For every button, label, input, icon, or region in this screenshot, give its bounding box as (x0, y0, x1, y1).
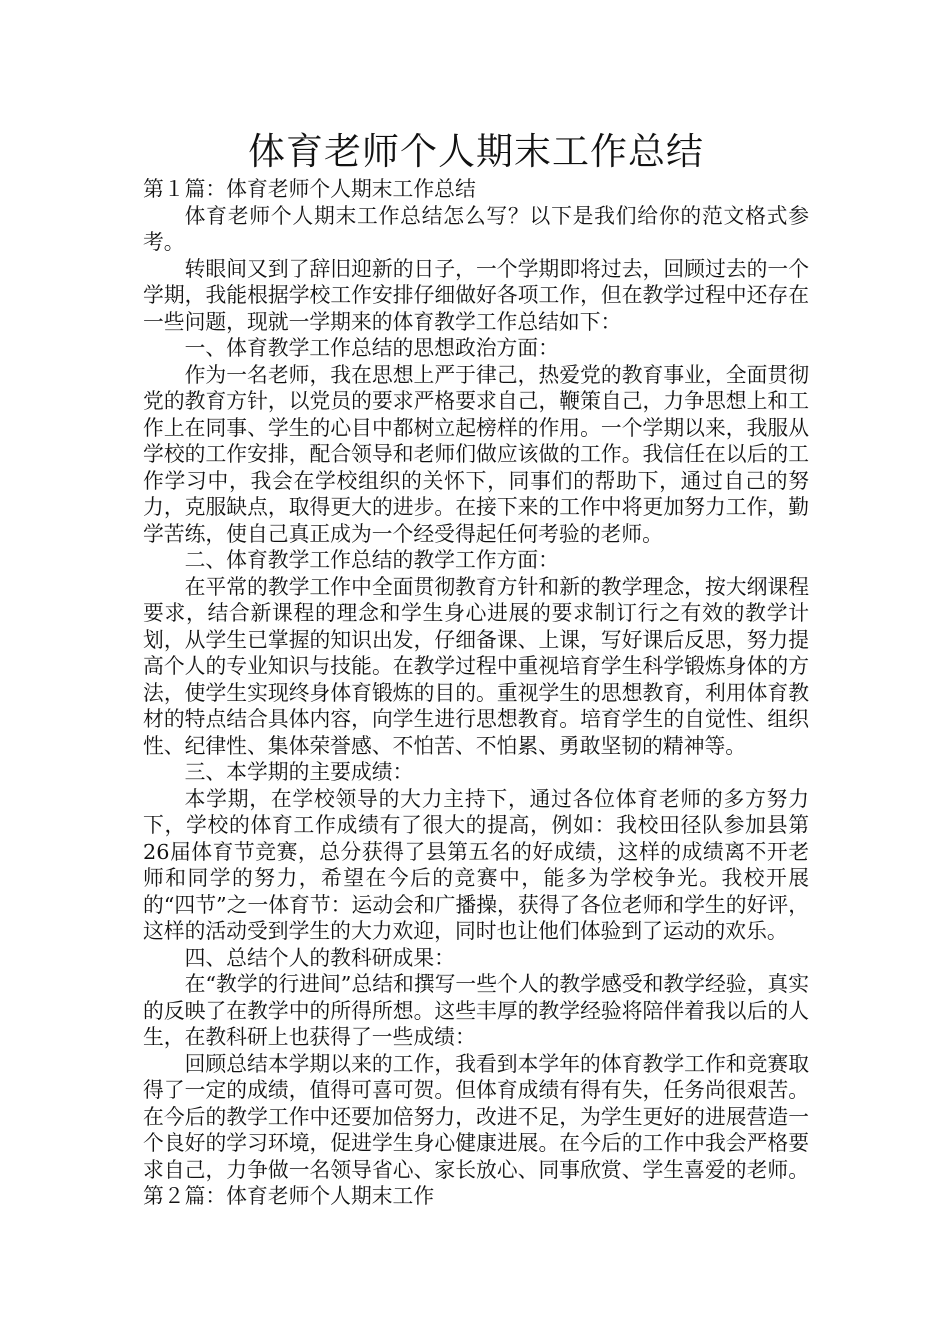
document-title: 体育老师个人期末工作总结 (248, 130, 704, 173)
subheading: 三、本学期的主要成绩： (184, 760, 414, 784)
paragraph: 本学期，在学校领导的大力主持下，通过各位体育老师的多方努力下，学校的体育工作成绩有了很大的提高，例如：我校田径队参加县第26届体育节竞赛，总分获得了县第五名的好成绩，这样的成绩离不开老师和同学的努力，希望在今后的竞赛中，能多为学校争光。我校开展的“四节”之一体育节：运动会和广播操，获得了各位老师和学生的好评，这样的活动受到学生的大力欢迎，同时也让他们体验到了运动的欢乐。 (143, 786, 809, 943)
section-heading: 第１篇：体育老师个人期末工作总结 (143, 177, 476, 201)
paragraph: 在平常的教学工作中全面贯彻教育方针和新的教学理念，按大纲课程要求，结合新课程的理念和学生身心进展的要求制订行之有效的教学计划，从学生已掌握的知识出发，仔细备课、上课，写好课后反思，努力提高个人的专业知识与技能。在教学过程中重视培育学生科学锻炼身体的方法，使学生实现终身体育锻炼的目的。重视学生的思想教育，利用体育教材的特点结合具体内容，向学生进行思想教育。培育学生的自觉性、组织性、纪律性、集体荣誉感、不怕苦、不怕累、勇敢坚韧的精神等。 (143, 574, 809, 758)
document-page (143, 128, 809, 1210)
paragraph: 在“教学的行进间”总结和撰写一些个人的教学感受和教学经验，真实的反映了在教学中的所得所想。这些丰厚的教学经验将陪伴着我以后的人生，在教科研上也获得了一些成绩： (143, 972, 809, 1049)
document-body (143, 176, 809, 1210)
subheading: 四、总结个人的教科研成果： (184, 945, 455, 970)
paragraph: 体育老师个人期末工作总结怎么写？以下是我们给你的范文格式参考。 (143, 203, 809, 254)
subheading: 一、体育教学工作总结的思想政治方面： (184, 336, 559, 360)
paragraph: 转眼间又到了辞旧迎新的日子，一个学期即将过去，回顾过去的一个学期，我能根据学校工作安排仔细做好各项工作，但在教学过程中还存在一些问题，现就一学期来的体育教学工作总结如下： (143, 256, 809, 334)
paragraph: 作为一名老师，我在思想上严于律己，热爱党的教育事业，全面贯彻党的教育方针，以党员的要求严格要求自己，鞭策自己，力争思想上和工作上在同事、学生的心目中都树立起榜样的作用。一个学期以来，我服从学校的工作安排，配合领导和老师们做应该做的工作。我信任在以后的工作学习中，我会在学校组织的关怀下，同事们的帮助下，通过自己的努力，克服缺点，取得更大的进步。在接下来的工作中将更加努力工作，勤学苦练，使自己真正成为一个经受得起任何考验的老师。 (143, 362, 809, 546)
subheading: 二、体育教学工作总结的教学工作方面： (184, 548, 559, 572)
paragraph: 回顾总结本学期以来的工作，我看到本学年的体育教学工作和竞赛取得了一定的成绩，值得可喜可贺。但体育成绩有得有失，任务尚很艰苦。在今后的教学工作中还要加倍努力，改进不足，为学生更好的进展营造一个良好的学习环境，促进学生身心健康进展。在今后的工作中我会严格要求自己，力争做一名领导省心、家长放心、同事欣赏、学生喜爱的老师。第２篇：体育老师个人期末工作 (143, 1051, 809, 1208)
